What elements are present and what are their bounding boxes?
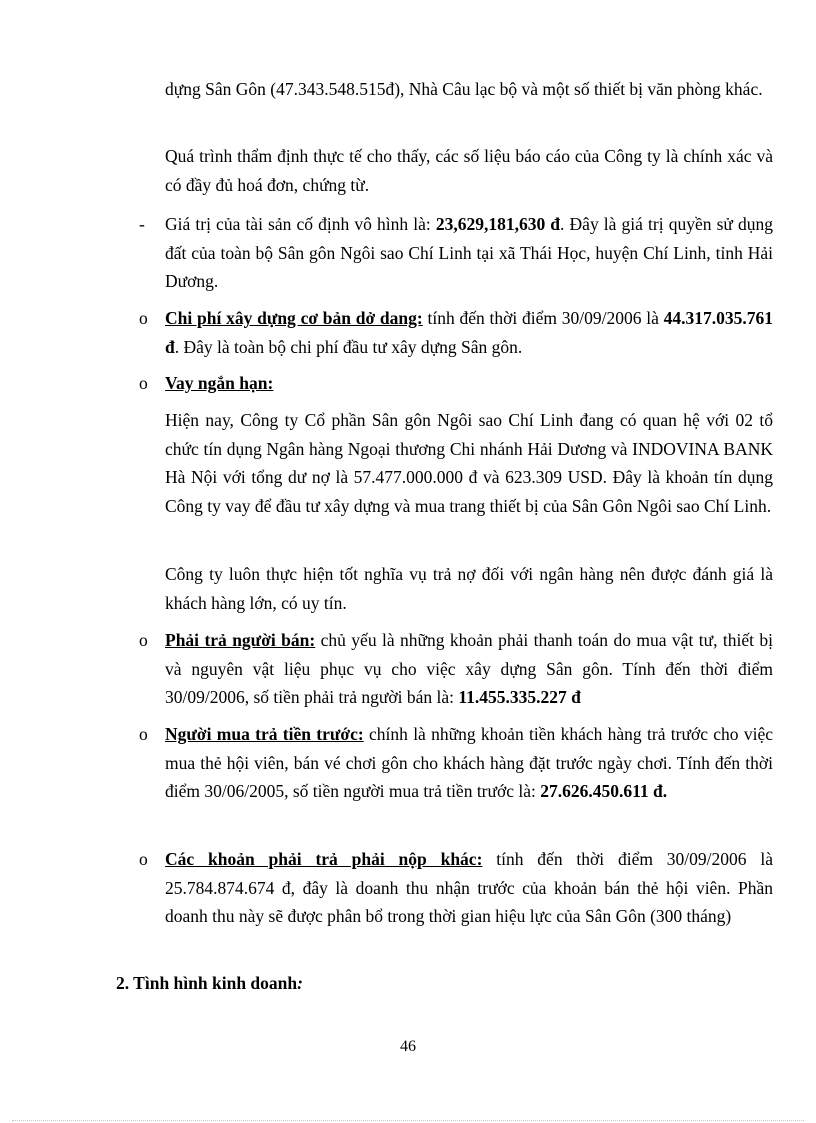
amount-value: 44.317.035.761 đ <box>165 308 773 357</box>
item-title: Vay ngắn hạn: <box>165 373 274 393</box>
paragraph-loans-reputation <box>165 560 773 617</box>
item-title: Phải trả người bán: <box>165 630 316 650</box>
item-title: Người mua trả tiền trước: <box>165 724 364 744</box>
list-item-text: Người mua trả tiền trước: chính là những khoản tiền khách hàng trả trước cho việc mua thẻ hội viên, bán vé chơi gôn cho khách hàng đặt trước ngày chơi. Tính đến thời điểm 30/06/2005, số tiền người mua trả tiền trước là: 27.626.450.611 đ. <box>165 724 774 801</box>
page-border-divider <box>12 1120 804 1121</box>
paragraph-loans-detail <box>165 406 773 520</box>
list-item-text: Chi phí xây dựng cơ bản dở dang: tính đến thời điểm 30/09/2006 là 44.317.035.761 đ. Đây là toàn bộ chi phí đầu tư xây dựng Sân gôn. <box>165 308 773 357</box>
paragraph-text: Công ty luôn thực hiện tốt nghĩa vụ trả nợ đối với ngân hàng nên được đánh giá là khách hàng lớn, có uy tín. <box>165 564 773 613</box>
dash-bullet: - <box>139 214 145 234</box>
paragraph-text: Hiện nay, Công ty Cổ phần Sân gôn Ngôi sao Chí Linh đang có quan hệ với 02 tổ chức tín dụng Ngân hàng Ngoại thương Chi nhánh Hải Dương và INDOVINA BANK Hà Nội với tổng dư nợ là 57.477.000.000 đ và 623.309 USD. Đây là khoản tín dụng Công ty vay để đầu tư xây dựng và mua trang thiết bị của Sân Gôn Ngôi sao Chí Linh. <box>165 410 773 516</box>
list-item-text: Phải trả người bán: chủ yếu là những khoản phải thanh toán do mua vật tư, thiết bị và nguyên vật liệu phục vụ cho việc xây dựng Sân gôn. Tính đến thời điểm 30/09/2006, số tiền phải trả người bán là: 11.455.335.227 đ <box>165 630 773 707</box>
paragraph-verification <box>165 142 773 199</box>
item-title: Các khoản phải trả phải nộp khác: <box>165 849 483 869</box>
item-title: Chi phí xây dựng cơ bản dở dang: <box>165 308 423 328</box>
paragraph-fixed-assets-cont <box>165 75 773 104</box>
paragraph-text: Quá trình thẩm định thực tế cho thấy, các số liệu báo cáo của Công ty là chính xác và có đầy đủ hoá đơn, chứng từ. <box>165 146 773 195</box>
amount-value: 23,629,181,630 đ <box>435 214 561 234</box>
circle-bullet: o <box>139 308 148 328</box>
page-number: 46 <box>400 1038 416 1055</box>
amount-value: 11.455.335.227 đ <box>458 687 581 707</box>
list-item-text: Giá trị của tài sản cố định vô hình là: 23,629,181,630 đ. Đây là giá trị quyền sử dụng đất của toàn bộ Sân gôn Ngôi sao Chí Linh tại xã Thái Học, huyện Chí Linh, tỉnh Hải Dương. <box>165 214 774 291</box>
circle-bullet: o <box>139 849 148 869</box>
list-item-text: Các khoản phải trả phải nộp khác: tính đến thời điểm 30/09/2006 là 25.784.874.674 đ, đây là doanh thu nhận trước của khoản bán thẻ hội viên. Phần doanh thu này sẽ được phân bổ trong thời gian hiệu lực của Sân Gôn (300 tháng) <box>165 849 773 926</box>
paragraph-text: dựng Sân Gôn (47.343.548.515đ), Nhà Câu lạc bộ và một số thiết bị văn phòng khác. <box>165 79 763 99</box>
list-item-title <box>165 369 773 398</box>
amount-value: 27.626.450.611 đ. <box>540 781 668 801</box>
circle-bullet: o <box>139 373 148 393</box>
section-heading: 2. Tình hình kinh doanh: <box>116 973 303 993</box>
circle-bullet: o <box>139 724 148 744</box>
circle-bullet: o <box>139 630 148 650</box>
